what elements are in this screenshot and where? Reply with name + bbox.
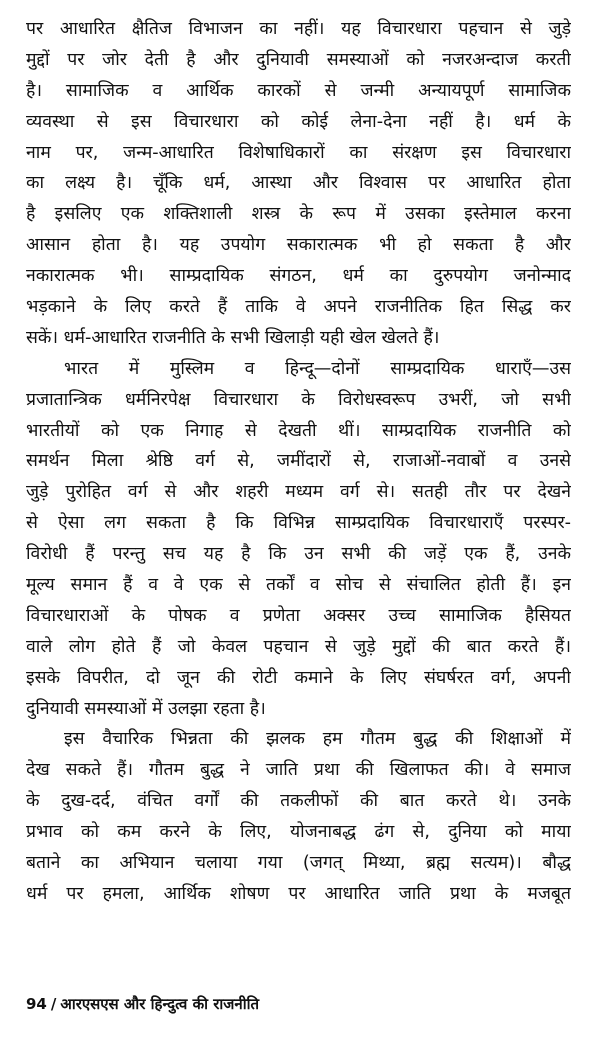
book-title: आरएसएस और हिन्दुत्व की राजनीति — [60, 995, 260, 1013]
text-line: भारतीयों को एक निगाह से देखती थीं। साम्प्रदायिक राजनीति को — [26, 420, 571, 441]
text-line: से ऐसा लग सकता है कि विभिन्न साम्प्रदायिक विचारधाराएँ परस्पर- — [26, 513, 571, 534]
text-line: भारत में मुस्लिम व हिन्दू—दोनों साम्प्रदायिक धाराएँ—उस — [64, 358, 571, 379]
text-line: प्रभाव को कम करने के लिए, योजनाबद्ध ढंग से, दुनिया को माया — [26, 822, 571, 843]
text-line: है इसलिए एक शक्तिशाली शस्त्र के रूप में उसका इस्तेमाल करना — [26, 204, 571, 225]
page-number: 94 — [26, 995, 47, 1013]
paragraph — [26, 354, 571, 725]
text-line: धर्म पर हमला, आर्थिक शोषण पर आधारित जाति प्रथा के मजबूत — [26, 883, 571, 904]
text-line: नाम पर, जन्म-आधारित विशेषाधिकारों का संरक्षण इस विचारधारा — [26, 142, 571, 163]
text-line: बताने का अभियान चलाया गया (जगत् मिथ्या, ब्रह्म सत्यम)। बौद्ध — [26, 853, 571, 874]
text-line: जुड़े पुरोहित वर्ग से और शहरी मध्यम वर्ग से। सतही तौर पर देखने — [26, 482, 571, 503]
text-line: प्रजातान्त्रिक धर्मनिरपेक्ष विचारधारा के विरोधस्वरूप उभरीं, जो सभी — [26, 389, 571, 410]
text-line: नकारात्मक भी। साम्प्रदायिक संगठन, धर्म का दुरुपयोग जनोन्माद — [26, 266, 571, 287]
paragraph — [26, 14, 571, 354]
text-line: विचारधाराओं के पोषक व प्रणेता अक्सर उच्च सामाजिक हैसियत — [26, 605, 571, 626]
body-text — [26, 14, 571, 910]
text-line: का लक्ष्य है। चूँकि धर्म, आस्था और विश्वास पर आधारित होता — [26, 173, 571, 194]
text-line: व्यवस्था से इस विचारधारा को कोई लेना-देना नहीं है। धर्म के — [26, 111, 571, 132]
text-line: पर आधारित क्षैतिज विभाजन का नहीं। यह विचारधारा पहचान से जुड़े — [26, 19, 571, 39]
text-line: मुद्दों पर जोर देती है और दुनियावी समस्याओं को नजरअन्दाज करती — [26, 49, 571, 70]
text-line: सकें। धर्म-आधारित राजनीति के सभी खिलाड़ी यही खेल खेलते हैं। — [26, 327, 440, 348]
text-line: आसान होता है। यह उपयोग सकारात्मक भी हो सकता है और — [26, 235, 571, 256]
text-line: मूल्य समान हैं व वे एक से तर्कों व सोच से संचालित होती हैं। इन — [26, 575, 571, 596]
text-line: विरोधी हैं परन्तु सच यह है कि उन सभी की जड़ें एक हैं, उनके — [26, 544, 571, 565]
text-line: इसके विपरीत, दो जून की रोटी कमाने के लिए संघर्षरत वर्ग, अपनी — [26, 667, 571, 688]
text-line: वाले लोग होते हैं जो केवल पहचान से जुड़े मुद्दों की बात करते हैं। — [26, 636, 571, 657]
text-line: देख सकते हैं। गौतम बुद्ध ने जाति प्रथा की खिलाफत की। वे समाज — [26, 760, 571, 781]
text-line: समर्थन मिला श्रेष्ठि वर्ग से, जमींदारों से, राजाओं-नवाबों व उनसे — [26, 451, 571, 472]
page-footer — [26, 994, 259, 1014]
paragraph — [26, 724, 571, 909]
text-line: इस वैचारिक भिन्नता की झलक हम गौतम बुद्ध की शिक्षाओं में — [64, 729, 571, 750]
text-line: भड़काने के लिए करते हैं ताकि वे अपने राजनीतिक हित सिद्ध कर — [26, 297, 571, 318]
footer-separator: / — [50, 995, 57, 1013]
text-line: के दुख-दर्द, वंचित वर्गों की तकलीफों की बात करते थे। उनके — [26, 791, 571, 812]
text-line: है। सामाजिक व आर्थिक कारकों से जन्मी अन्यायपूर्ण सामाजिक — [26, 80, 571, 101]
text-line: दुनियावी समस्याओं में उलझा रहता है। — [26, 698, 266, 719]
